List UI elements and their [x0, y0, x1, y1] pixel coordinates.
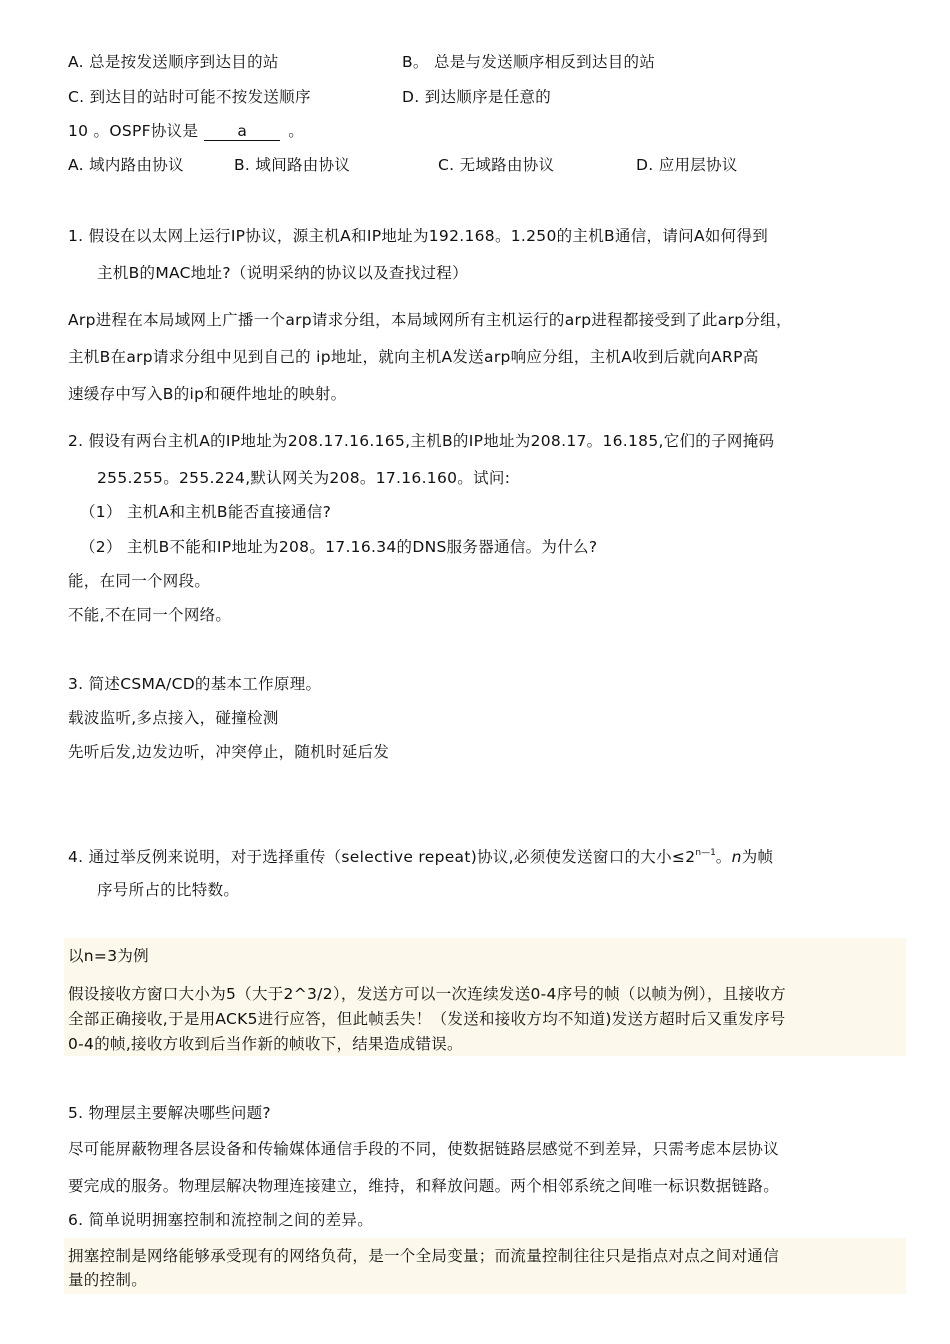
s3-question: 3. 简述CSMA/CD的基本工作原理。: [68, 675, 322, 693]
q10-answer-blank: a: [204, 122, 280, 141]
s1-question-line1: 1. 假设在以太网上运行IP协议，源主机A和IP地址为192.168。1.250的主机B通信，请问A如何得到: [68, 227, 769, 245]
q10-option-c: C. 无域路由协议: [438, 156, 555, 174]
s4-question-text: 4. 通过举反例来说明，对于选择重传（selective repeat)协议,必须使发送窗口的大小≤2: [68, 848, 696, 866]
s4-question-line2: 序号所占的比特数。: [97, 881, 240, 899]
q9-option-d: D. 到达顺序是任意的: [402, 88, 552, 106]
s4-question-line1: [68, 843, 773, 867]
s6-answer-box: [64, 1238, 906, 1294]
s4-answer-box: [64, 938, 906, 1056]
s2-subquestion-2: （2） 主机B不能和IP地址为208。17.16.34的DNS服务器通信。为什么?: [80, 538, 598, 556]
s2-answer-2: 不能,不在同一个网络。: [68, 606, 232, 624]
s4-question-post: 为帧: [741, 848, 774, 866]
q10-options-row: [68, 155, 908, 175]
q10-option-b: B. 域间路由协议: [234, 156, 351, 174]
s1-answer-line3: 速缓存中写入B的ip和硬件地址的映射。: [68, 385, 347, 403]
s4-question-mid: 。: [715, 848, 732, 866]
s4-answer-title: 以n=3为例: [68, 947, 149, 965]
s5-answer-line2: 要完成的服务。物理层解决物理连接建立，维持，和释放问题。两个相邻系统之间唯一标识数据链路。: [68, 1177, 780, 1195]
q10-option-a: A. 域内路由协议: [68, 156, 184, 174]
s1-answer-line2: 主机B在arp请求分组中见到自己的 ip地址，就向主机A发送arp响应分组，主机A收到后就向ARP高: [68, 348, 759, 366]
s6-answer-line2: 量的控制。: [68, 1271, 148, 1289]
q10-stem: [68, 121, 304, 141]
s3-answer-2: 先听后发,边发边听，冲突停止，随机时延后发: [68, 743, 390, 761]
s4-answer-line1: 假设接收方窗口大小为5（大于2^3/2），发送方可以一次连续发送0-4序号的帧（以帧为例），且接收方: [68, 985, 786, 1003]
q10-suffix: 。: [288, 122, 305, 140]
s2-answer-1: 能，在同一个网段。: [68, 572, 211, 590]
q9-options-row2: [68, 87, 908, 107]
q9-option-c: C. 到达目的站时可能不按发送顺序: [68, 88, 311, 106]
q9-options-row1: [68, 52, 908, 72]
s6-answer-line1: 拥塞控制是网络能够承受现有的网络负荷，是一个全局变量；而流量控制往往只是指点对点之间对通信: [68, 1247, 780, 1265]
s4-variable-n: n: [731, 848, 742, 866]
q9-option-a: A. 总是按发送顺序到达目的站: [68, 53, 279, 71]
s3-answer-1: 载波监听,多点接入，碰撞检测: [68, 709, 279, 727]
s5-answer-line1: 尽可能屏蔽物理各层设备和传输媒体通信手段的不同，使数据链路层感觉不到差异，只需考虑本层协议: [68, 1140, 780, 1158]
s4-answer-line2: 全部正确接收,于是用ACK5进行应答，但此帧丢失！（发送和接收方均不知道)发送方超时后又重发序号: [68, 1010, 786, 1028]
s2-question-line2: 255.255。255.224,默认网关为208。17.16.160。试问:: [97, 469, 511, 487]
s4-answer-line3: 0-4的帧,接收方收到后当作新的帧收下，结果造成错误。: [68, 1035, 463, 1053]
q10-prefix: 10 。OSPF协议是: [68, 122, 199, 140]
s2-subquestion-1: （1） 主机A和主机B能否直接通信?: [80, 503, 332, 521]
s6-question: 6. 简单说明拥塞控制和流控制之间的差异。: [68, 1211, 374, 1229]
s1-question-line2: 主机B的MAC地址?（说明采纳的协议以及查找过程）: [97, 264, 468, 282]
q10-option-d: D. 应用层协议: [636, 156, 738, 174]
s2-question-line1: 2. 假设有两台主机A的IP地址为208.17.16.165,主机B的IP地址为208.17。16.185,它们的子网掩码: [68, 432, 775, 450]
s1-answer-line1: Arp进程在本局域网上广播一个arp请求分组，本局域网所有主机运行的arp进程都接受到了此arp分组，: [68, 311, 792, 329]
s4-exponent: n—1: [695, 848, 716, 858]
s5-question: 5. 物理层主要解决哪些问题?: [68, 1104, 271, 1122]
q9-option-b: B。 总是与发送顺序相反到达目的站: [402, 53, 656, 71]
